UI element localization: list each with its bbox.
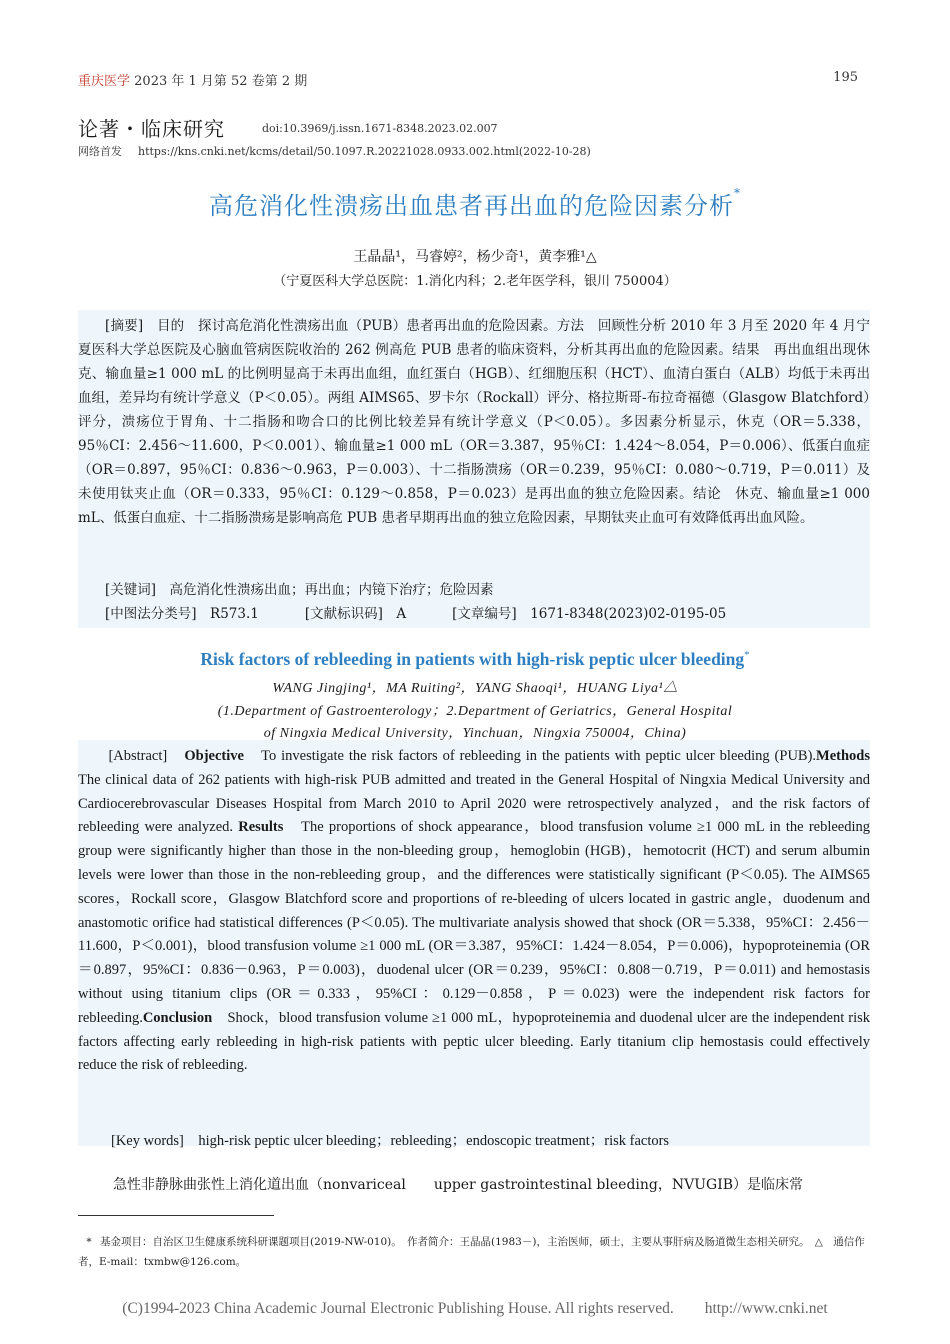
keywords-en: [Key words] high-risk peptic ulcer bleeding；rebleeding；endoscopic treatment；risk factors xyxy=(111,1133,670,1149)
title-cn-text: 高危消化性溃疡出血患者再出血的危险因素分析 xyxy=(209,192,734,220)
abstract-en-text xyxy=(78,745,870,1078)
copyright-line: (C)1994-2023 China Academic Journal Electronic Publishing House. All rights reserved. http://www.cnki.net xyxy=(122,1300,828,1317)
authors-en: WANG Jingjing¹，MA Ruiting²，YANG Shaoqi¹，HUANG Liya¹△ xyxy=(272,681,678,696)
abstract-cn-text: [摘要] 目的 探讨高危消化性溃疡出血（PUB）患者再出血的危险因素。方法 回顾性分析 2010 年 3 月至 2020 年 4 月宁夏医科大学总医院及心脑血管病医院收治的 262 例高危 PUB 患者的临床资料，分析其再出血的危险因素。结果 再出血组出现休克、输血量≥1 000 mL 的比例明显高于未再出血组，血红蛋白（HGB）、红细胞压积（HCT）、血清白蛋白（ALB）均低于未再出血组，差异均有统计学意义（P＜0.05）。两组 AIMS65、罗卡尔（Rockall）评分、格拉斯哥-布拉奇福德（Glasgow Blatchford）评分，溃疡位于胃角、十二指肠和吻合口的比例比较差异有统计学意义（P＜0.05）。多因素分析显示，休克（OR＝5.338，95％CI：2.456～11.600，P＜0.001）、输血量≥1 000 mL（OR＝3.387，95％CI：1.424～8.054，P＝0.006）、低蛋白血症（OR＝0.897，95％CI：0.836～0.963，P＝0.003）、十二指肠溃疡（OR＝0.239，95％CI：0.080～0.719，P＝0.011）及未使用钛夹止血（OR＝0.333，95％CI：0.129～0.858，P＝0.023）是再出血的独立危险因素。结论 休克、输血量≥1 000 mL、低蛋白血症、十二指肠溃疡是影响高危 PUB 患者早期再出血的独立危险因素，早期钛夹止血可有效降低再出血风险。 xyxy=(78,318,870,526)
keywords-cn: [关键词] 高危消化性溃疡出血；再出血；内镜下治疗；危险因素 xyxy=(105,582,494,598)
conclusion-text: Shock，blood transfusion volume ≥1 000 mL，hypoproteinemia and duodenal ulcer are the independent risk factors affecting early rebleeding in high-risk patients with peptic ulcer bleeding. Early titanium clip hemostasis could effectively reduce the risk of rebleeding. xyxy=(78,1009,871,1074)
objective-text: To investigate the risk factors of rebleeding in the patients with peptic ulcer bleeding (PUB). xyxy=(261,748,817,764)
footnote-corr: 通信作者，E-mail：txmbw@126.com。 xyxy=(78,1236,865,1268)
conclusion-label: Conclusion xyxy=(142,1009,213,1026)
footnote-rule xyxy=(78,1215,274,1216)
title-en-mark: * xyxy=(744,649,750,662)
affiliation-en-line2: of Ningxia Medical University，Yinchuan，Ningxia 750004，China) xyxy=(263,726,687,741)
footnote-bio: 作者简介：王晶晶(1983－)，主治医师，硕士，主要从事肝病及肠道微生态相关研究。 xyxy=(407,1236,805,1248)
abstract-en-label: [Abstract] xyxy=(108,748,168,764)
journal-name: 重庆医学 xyxy=(78,74,131,89)
page-number: 195 xyxy=(833,70,858,85)
methods-text: The clinical data of 262 patients with high-risk PUB admitted and treated in the General Hospital of Ningxia Medical University and Cardiocerebrovascular Diseases Hospital from March 2010 to April 2020 were retrospectively analyzed，and the risk factors of rebleeding were analyzed. xyxy=(78,771,870,836)
affiliation-cn: （宁夏医科大学总医院：1.消化内科；2.老年医学科，银川 750004） xyxy=(273,274,677,289)
methods-label: Methods xyxy=(816,748,871,764)
footnote-mark: * xyxy=(86,1236,92,1248)
section-label: 论著・临床研究 xyxy=(78,117,225,141)
title-cn xyxy=(0,186,950,221)
running-header xyxy=(78,70,307,89)
online-first xyxy=(78,143,591,159)
title-en-text: Risk factors of rebleeding in patients with high-risk peptic ulcer bleeding xyxy=(200,649,745,669)
results-label: Results xyxy=(238,819,284,836)
body-first-line: 急性非静脉曲张性上消化道出血（nonvariceal upper gastrointestinal bleeding，NVUGIB）是临床常 xyxy=(113,1177,804,1193)
classification-line xyxy=(78,602,897,622)
journal-issue: 2023 年 1 月第 52 卷第 2 期 xyxy=(130,74,308,89)
doi: doi:10.3969/j.issn.1671-8348.2023.02.007 xyxy=(262,122,498,135)
document-code: [文献标识码] A xyxy=(304,606,407,622)
affiliation-en-line1: (1.Department of Gastroenterology；2.Department of Geriatrics，General Hospital xyxy=(217,704,733,719)
clc-number: [中图法分类号] R573.1 xyxy=(105,606,259,622)
objective-label: Objective xyxy=(184,748,244,764)
online-first-url[interactable]: https://kns.cnki.net/kcms/detail/50.1097.R.20221028.0933.002.html(2022-10-28) xyxy=(138,145,591,158)
authors-cn: 王晶晶¹，马睿婷²，杨少奇¹，黄李雅¹△ xyxy=(353,249,597,265)
footnote xyxy=(78,1232,870,1272)
title-en xyxy=(0,649,950,670)
article-number: [文章编号] 1671-8348(2023)02-0195-05 xyxy=(452,606,727,622)
online-first-label: 网络首发 xyxy=(78,145,122,158)
title-cn-mark: * xyxy=(734,186,741,200)
footnote-fund: 基金项目：自治区卫生健康系统科研课题项目(2019-NW-010)。 xyxy=(100,1236,397,1248)
results-text: The proportions of shock appearance，blood transfusion volume ≥1 000 mL in the rebleeding group were significantly higher than those in the non-bleeding group，hemoglobin (HGB)，hemotocrit (HCT) and serum albumin levels were lower than those in the non-rebleeding group，and the differences were statistically significant (P＜0.05). The AIMS65 scores，Rockall score，Glasgow Blatchford score and proportions of re-bleeding of ulcers located in gastric angle，duodenum and anastomotic orifice had statistical differences (P＜0.05). The multivariate analysis showed that shock (OR＝5.338，95%CI：2.456－11.600，P＜0.001)，blood transfusion volume ≥1 000 mL (OR＝3.387，95%CI：1.424－8.054，P＝0.006)，hypoproteinemia (OR＝0.897，95%CI：0.836－0.963，P＝0.003)，duodenal ulcer (OR＝0.239，95%CI：0.808－0.719，P＝0.011) and hemostasis without using titanium clips (OR＝0.333，95%CI：0.129－0.858，P＝0.023) were the independent risk factors for rebleeding. xyxy=(78,819,871,1026)
affiliation-en xyxy=(0,701,950,745)
abstract-cn xyxy=(78,314,870,530)
footnote-corr-mark: △ xyxy=(814,1236,823,1248)
abstract-en xyxy=(78,745,870,1078)
